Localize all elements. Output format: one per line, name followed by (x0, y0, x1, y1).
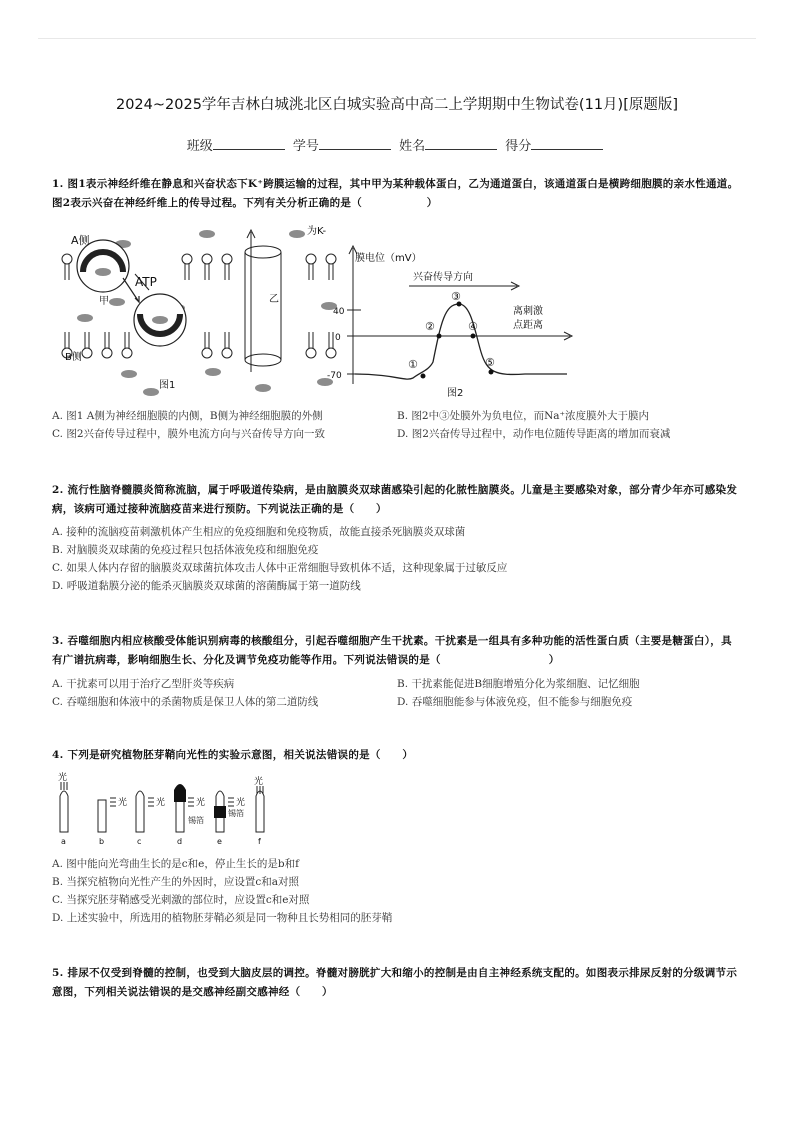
light-label-b: 光 (118, 798, 128, 808)
label-c: c (137, 837, 142, 846)
page-title: 2024~2025学年吉林白城洮北区白城实验高中高二上学期期中生物试卷(11月)[原题版] (115, 97, 679, 113)
label-f: f (258, 837, 261, 846)
question-4-options (52, 855, 742, 927)
option-4a[interactable]: A. 图中能向光弯曲生长的是c和e，停止生长的是b和f (52, 858, 299, 870)
label-a: a (61, 837, 66, 846)
tick-minus-70: -70 (327, 371, 342, 381)
question-1-options (52, 407, 742, 443)
score-blank[interactable] (531, 137, 603, 150)
question-3-stem: 3. 吞噬细胞内相应核酸受体能识别病毒的核酸组分，引起吞噬细胞产生干扰素。干扰素是一组具有多种功能的活性蛋白质（主要是糖蛋白），具有广谱抗病毒，影响细胞生长、分化及调节免疫功能等作用。下列说法错误的是（ ） (52, 635, 732, 666)
student-info-line (0, 135, 794, 154)
question-2-stem: 2. 流行性脑脊髓膜炎简称流脑，属于呼吸道传染病，是由脑膜炎双球菌感染引起的化脓性脑膜炎。儿童是主要感染对象，部分青少年亦可感染发病，该病可通过接种流脑疫苗来进行预防。下列说法正确的是（ ） (52, 484, 738, 515)
name-label: 姓名 (399, 139, 426, 154)
point-4-label: ④ (468, 320, 478, 333)
distance-label-line2: 点距离 (513, 320, 543, 331)
a-side-label: A侧 (71, 234, 90, 247)
yi-label: 乙 (269, 294, 279, 305)
light-label-c: 光 (156, 798, 166, 808)
option-1c[interactable]: C. 图2兴奋传导过程中，膜外电流方向与兴奋传导方向一致 (52, 428, 326, 440)
figure-1-caption: 图1 (159, 380, 176, 391)
tick-40: 40 (333, 307, 345, 317)
student-id-blank[interactable] (319, 137, 391, 150)
point-5-label: ⑤ (485, 356, 495, 369)
label-d: d (177, 837, 183, 846)
class-label: 班级 (186, 139, 213, 154)
top-divider (38, 38, 756, 39)
question-3-options (52, 675, 742, 711)
question-4-stem: 4. 下列是研究植物胚芽鞘向光性的实验示意图，相关说法错误的是（ ） (52, 749, 414, 761)
name-blank[interactable] (425, 137, 497, 150)
distance-label-line1: 离刺激 (513, 306, 543, 317)
b-side-label: B侧 (65, 352, 82, 363)
option-1b[interactable]: B. 图2中③处膜外为负电位，而Na⁺浓度膜外大于膜内 (397, 410, 650, 422)
k-label: 为K- (307, 226, 327, 237)
coleoptile-a (60, 791, 68, 832)
carrier-protein-jia (77, 240, 186, 346)
direction-label: 兴奋传导方向 (413, 272, 473, 283)
foil-label-d: 锡箔 (188, 816, 204, 825)
light-label-d: 光 (196, 798, 206, 808)
option-2a[interactable]: A. 接种的流脑疫苗刺激机体产生相应的免疫细胞和免疫物质，故能直接杀死脑膜炎双球菌 (52, 526, 466, 538)
coleoptile-f (256, 791, 264, 832)
question-1-stem: 1. 图1表示神经纤维在静息和兴奋状态下K⁺跨膜运输的过程，其中甲为某种载体蛋白，乙为通道蛋白，该通道蛋白是横跨细胞膜的亲水性通道。图2表示兴奋在神经纤维上的传导过程。下列有关分析正确的是（ ） (52, 178, 739, 209)
figure-coleoptile-experiment (52, 772, 292, 848)
option-2b[interactable]: B. 对脑膜炎双球菌的免疫过程只包括体液免疫和细胞免疫 (52, 544, 319, 556)
coleoptile-c (136, 791, 144, 832)
light-label-f: 光 (254, 777, 264, 787)
option-3c[interactable]: C. 吞噬细胞和体液中的杀菌物质是保卫人体的第二道防线 (52, 696, 319, 708)
student-id-label: 学号 (292, 139, 319, 154)
point-2-label: ② (425, 320, 435, 333)
option-2c[interactable]: C. 如果人体内存留的脑膜炎双球菌抗体攻击人体中正常细胞导致机体不适，这种现象属于过敏反应 (52, 562, 508, 574)
label-e: e (217, 837, 222, 846)
option-3b[interactable]: B. 干扰素能促进B细胞增殖分化为浆细胞、记忆细胞 (397, 678, 640, 690)
figure-2-caption: 图2 (447, 388, 464, 399)
point-3-label: ③ (451, 290, 461, 303)
score-label: 得分 (505, 139, 532, 154)
tick-0: 0 (335, 333, 341, 343)
question-5-stem: 5. 排尿不仅受到脊髓的控制，也受到大脑皮层的调控。脊髓对膀胱扩大和缩小的控制是由自主神经系统支配的。如图表示排尿反射的分级调节示意图，下列相关说法错误的是交感神经副交感神经（ ） (52, 967, 738, 998)
foil-cap-d (174, 784, 186, 802)
option-2d[interactable]: D. 呼吸道黏膜分泌的能杀灭脑膜炎双球菌的溶菌酶属于第一道防线 (52, 580, 361, 592)
light-label-e: 光 (236, 798, 246, 808)
option-3d[interactable]: D. 吞噬细胞能参与体液免疫，但不能参与细胞免疫 (397, 696, 633, 708)
label-b: b (99, 837, 105, 846)
atp-label: ATP (135, 275, 157, 289)
option-1a[interactable]: A. 图1 A侧为神经细胞膜的内侧，B侧为神经细胞膜的外侧 (52, 410, 323, 422)
class-blank[interactable] (213, 137, 285, 150)
coleoptile-b (98, 800, 106, 832)
point-1-label: ① (408, 358, 418, 371)
option-1d[interactable]: D. 图2兴奋传导过程中，动作电位随传导距离的增加而衰减 (397, 428, 671, 440)
figure-2-action-potential (325, 242, 580, 402)
foil-label-e: 锡箔 (228, 809, 244, 818)
question-2-options (52, 523, 742, 595)
option-4b[interactable]: B. 当探究植物向光性产生的外因时，应设置c和a对照 (52, 876, 300, 888)
option-4d[interactable]: D. 上述实验中，所选用的植物胚芽鞘必须是同一物种且长势相同的胚芽鞘 (52, 912, 393, 924)
option-4c[interactable]: C. 当探究胚芽鞘感受光刺激的部位时，应设置c和e对照 (52, 894, 310, 906)
membrane-potential-label: 膜电位（mV） (355, 253, 422, 264)
option-3a[interactable]: A. 干扰素可以用于治疗乙型肝炎等疾病 (52, 678, 235, 690)
jia-label: 甲 (99, 296, 109, 307)
foil-band-e (214, 806, 226, 818)
light-label-a: 光 (58, 773, 68, 783)
